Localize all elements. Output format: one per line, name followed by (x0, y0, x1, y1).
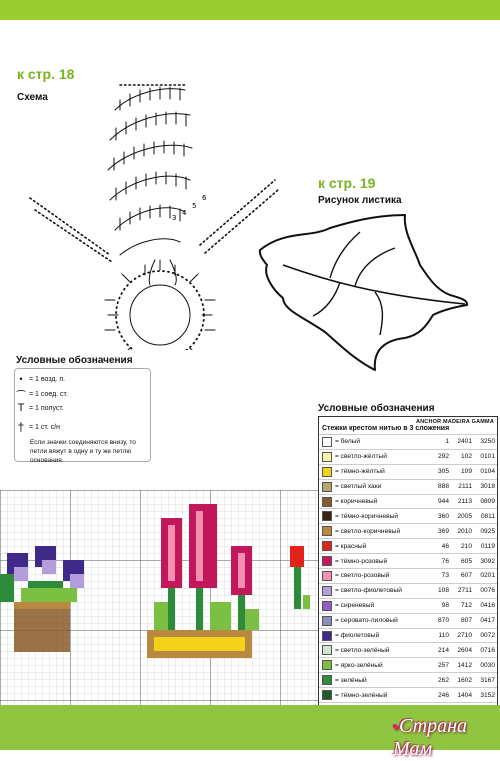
thread-row (319, 672, 497, 687)
double-crochet-icon: † (17, 420, 25, 434)
thread-color-name: = красный (335, 542, 367, 550)
anchor-code: 257 (437, 661, 449, 669)
thread-color-name: = светлый хаки (335, 483, 382, 491)
color-swatch-icon (322, 571, 332, 581)
section-19-subtitle: Рисунок листика (318, 195, 402, 206)
madeira-code: 2005 (457, 512, 472, 520)
crochet-legend-note: Если значки соединяются внизу, то петли вяжут в одну и ту же петлю основания. (30, 439, 136, 464)
color-swatch-icon (322, 467, 332, 477)
gamma-code: 0416 (480, 602, 495, 610)
thread-color-name: = светло-фиолетовый (335, 587, 402, 595)
gamma-code: 0119 (480, 542, 495, 550)
gamma-code: 0201 (480, 572, 495, 580)
crochet-legend-title: Условные обозначения (16, 355, 133, 366)
half-double-crochet-icon: T (17, 402, 25, 414)
madeira-code: 2710 (457, 632, 472, 640)
madeira-code: 109 (460, 468, 472, 476)
thread-color-name: = тёмно-жёлтый (335, 468, 385, 476)
gamma-code: 0925 (480, 527, 495, 535)
legend-item-chain: • = 1 возд. п. (16, 374, 65, 384)
anchor-code: 262 (437, 676, 449, 684)
thread-brands-header: ANCHOR MADEIRA GAMMA (415, 419, 494, 425)
site-watermark: ●Страна Мам (393, 715, 468, 760)
anchor-code: 292 (437, 453, 449, 461)
color-swatch-icon (322, 601, 332, 611)
section-19-title: к стр. 19 (318, 175, 376, 191)
madeira-code: 2111 (458, 483, 472, 491)
legend-item-half-double: T = 1 полуст. (17, 402, 64, 414)
gamma-code: 0716 (480, 646, 495, 654)
svg-text:6: 6 (202, 194, 207, 202)
madeira-code: 2010 (457, 527, 472, 535)
thread-row (319, 464, 497, 479)
thread-color-name: = белый (335, 438, 361, 446)
thread-color-name: = тёмно-зелёный (335, 691, 388, 699)
color-swatch-icon (322, 675, 332, 685)
gamma-code: 0811 (480, 512, 495, 520)
thread-table-subtitle: Стежки крестом нитью в 3 сложения (322, 425, 450, 432)
madeira-code: 2711 (457, 587, 472, 595)
top-green-bar (0, 0, 500, 20)
leaf-outline-drawing (255, 210, 475, 375)
anchor-code: 369 (437, 527, 449, 535)
legend-item-slip: ⌒ = 1 соед. ст. (16, 390, 68, 400)
color-swatch-icon (322, 511, 332, 521)
madeira-code: 1404 (457, 691, 472, 699)
gamma-code: 0417 (480, 617, 495, 625)
color-swatch-icon (322, 616, 332, 626)
madeira-code: 607 (460, 572, 472, 580)
gamma-code: 0030 (480, 661, 495, 669)
anchor-code: 110 (438, 632, 449, 640)
anchor-code: 98 (441, 602, 449, 610)
thread-row (319, 642, 497, 657)
color-swatch-icon (322, 690, 332, 700)
bottom-ring (105, 260, 215, 350)
anchor-code: 305 (437, 468, 449, 476)
thread-color-name: = сиреневый (335, 602, 375, 610)
gamma-code: 0076 (480, 587, 495, 595)
madeira-code: 2604 (457, 646, 472, 654)
thread-color-name: = серовато-лиловый (335, 617, 398, 625)
slip-stitch-icon: ⌒ (16, 390, 26, 400)
thread-row (319, 538, 497, 553)
thread-color-name: = зелёный (335, 676, 367, 684)
thread-row (319, 613, 497, 628)
svg-text:4: 4 (182, 209, 187, 217)
gamma-code: 0104 (480, 468, 495, 476)
color-swatch-icon (322, 660, 332, 670)
madeira-code: 712 (460, 602, 472, 610)
thread-row (319, 583, 497, 598)
anchor-code: 246 (437, 691, 449, 699)
color-swatch-icon (322, 541, 332, 551)
madeira-code: 102 (460, 453, 472, 461)
color-swatch-icon (322, 645, 332, 655)
leaf-stitch-rows (108, 89, 192, 255)
color-swatch-icon (322, 482, 332, 492)
thread-row (319, 553, 497, 568)
gamma-code: 3152 (480, 691, 495, 699)
thread-row (319, 479, 497, 494)
anchor-code: 108 (437, 587, 449, 595)
thread-color-table (318, 416, 498, 718)
anchor-code: 888 (437, 483, 449, 491)
thread-rows (319, 434, 497, 717)
section-18-title: к стр. 18 (17, 66, 75, 82)
thread-row (319, 628, 497, 643)
gamma-code: 3250 (480, 438, 495, 446)
madeira-code: 605 (460, 557, 472, 565)
thread-color-name: = ярко-зелёный (335, 661, 383, 669)
madeira-code: 2113 (457, 498, 472, 505)
chain-stitch-icon: • (19, 374, 23, 384)
color-swatch-icon (322, 437, 332, 447)
anchor-code: 76 (441, 557, 449, 565)
madeira-code: 807 (460, 617, 472, 625)
thread-color-name: = светло-коричневый (335, 527, 401, 535)
gamma-code: 3092 (480, 557, 495, 565)
gamma-code: 0072 (480, 632, 495, 640)
thread-color-name: = фиолетовый (335, 632, 380, 640)
gamma-code: 0809 (480, 498, 495, 505)
gamma-code: 3167 (480, 676, 495, 684)
svg-text:5: 5 (192, 202, 197, 210)
color-swatch-icon (322, 526, 332, 536)
thread-color-name: = светло-жёлтый (335, 453, 387, 461)
thread-row (319, 508, 497, 523)
thread-row (319, 494, 497, 509)
thread-row (319, 568, 497, 583)
legend-item-double: † = 1 ст. с/н (17, 420, 61, 434)
color-swatch-icon (322, 556, 332, 566)
anchor-code: 73 (441, 572, 449, 580)
anchor-code: 1 (445, 438, 449, 446)
color-swatch-icon (322, 497, 332, 507)
thread-color-name: = светло-зелёный (335, 646, 390, 654)
thread-row (319, 657, 497, 672)
madeira-code: 210 (460, 542, 472, 550)
cross-stitch-chart (0, 490, 318, 705)
svg-text:3: 3 (172, 214, 177, 222)
anchor-code: 46 (441, 542, 449, 550)
thread-row (319, 434, 497, 449)
thread-row (319, 449, 497, 464)
anchor-code: 214 (437, 646, 449, 654)
anchor-code: 870 (437, 617, 449, 625)
thread-color-name: = светло-розовый (335, 572, 390, 580)
thread-row (319, 598, 497, 613)
thread-color-name: = коричневый (335, 498, 378, 505)
anchor-code: 360 (437, 512, 449, 520)
color-swatch-icon (322, 452, 332, 462)
thread-legend-title: Условные обозначения (318, 403, 435, 414)
color-swatch-icon (322, 586, 332, 596)
gamma-code: 0101 (480, 453, 495, 461)
anchor-code: 944 (437, 498, 449, 505)
madeira-code: 1412 (457, 661, 472, 669)
thread-color-name: = тёмно-коричневый (335, 512, 399, 520)
thread-color-name: = тёмно-розовый (335, 557, 388, 565)
color-swatch-icon (322, 631, 332, 641)
madeira-code: 1602 (457, 676, 472, 684)
thread-row (319, 687, 497, 702)
thread-row (319, 523, 497, 538)
gamma-code: 3018 (480, 483, 495, 491)
madeira-code: 2401 (457, 438, 472, 446)
section-18-subtitle: Схема (17, 92, 48, 103)
